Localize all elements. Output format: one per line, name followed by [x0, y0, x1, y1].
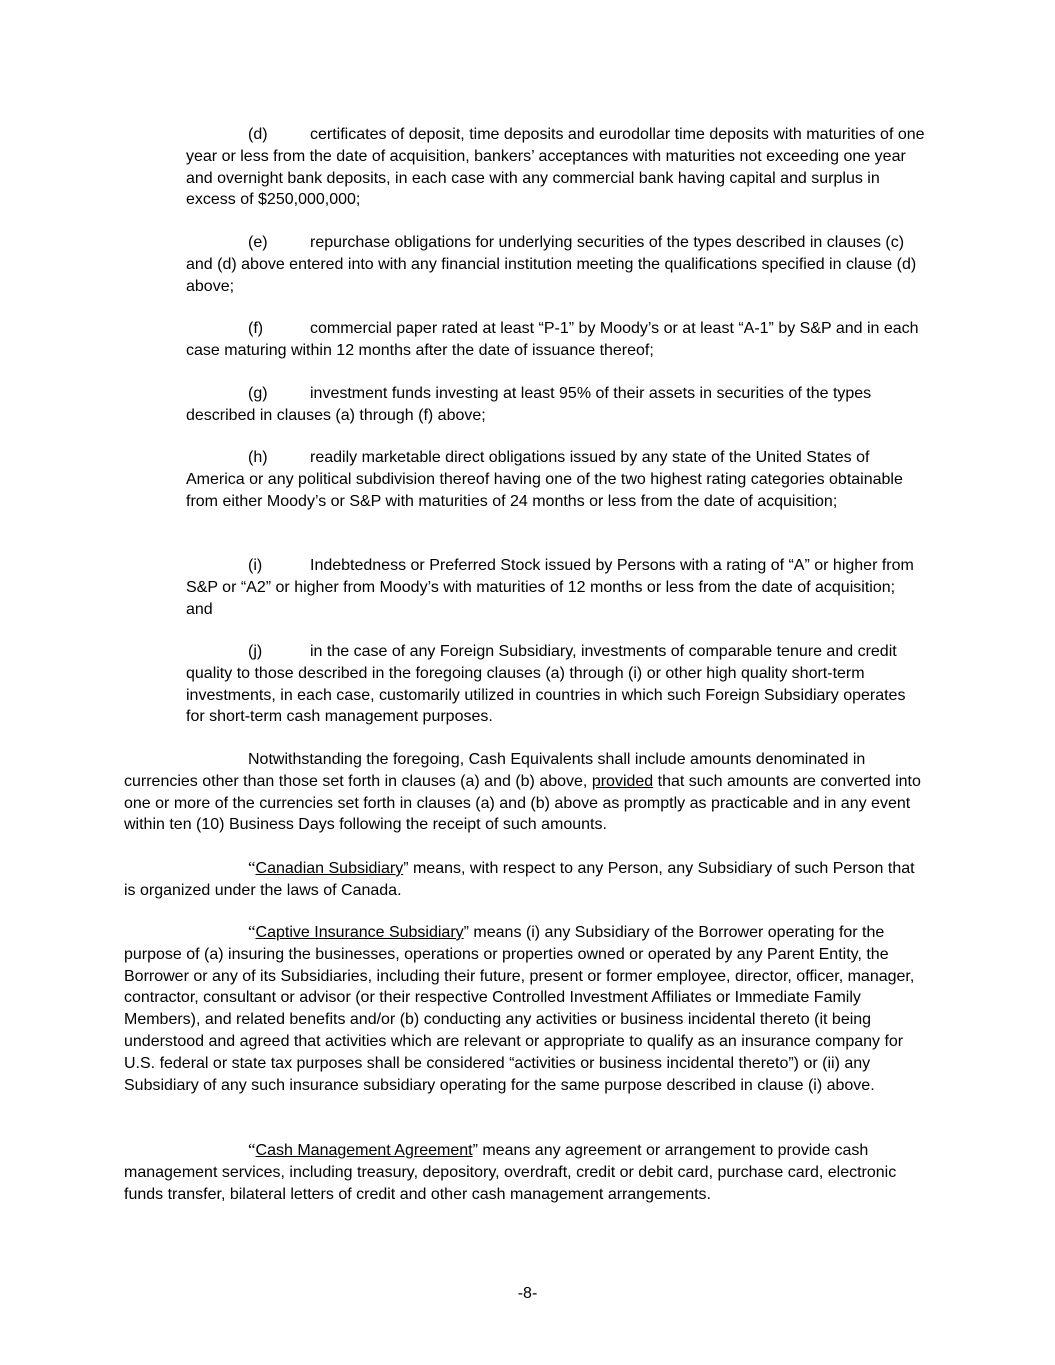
clause-text: in the case of any Foreign Subsidiary, investments of comparable tenure and credit quality to those described in the foregoing clauses (a) through (i) or other high quality short-term investments, in each case, customarily utilized in countries in which such Foreign Subsidiary operates for short-term cash management purposes. — [186, 643, 906, 726]
provided-term: provided — [591, 772, 654, 790]
open-quote: “ — [248, 858, 256, 877]
defined-term: Captive Insurance Subsidiary — [255, 924, 464, 941]
clause-g — [186, 383, 926, 427]
clause-text: Indebtedness or Preferred Stock issued by Persons with a rating of “A” or higher from S&P or “A2” or higher from Moody’s with maturities of 12 months or less from the date of acquisition; and — [186, 557, 914, 618]
notwithstanding-after: that such amounts are converted into one or more of the currencies set forth in clauses (a) and (b) above as promptly as practicable and in any event within ten (10) Business Days following the receipt of such amounts. — [124, 772, 921, 834]
clause-label: (j) — [248, 643, 263, 660]
open-quote: “ — [248, 922, 256, 941]
clause-text: commercial paper rated at least “P-1” by Moody’s or at least “A-1” by S&P and in each case maturing within 12 months after the date of issuance thereof; — [186, 320, 919, 359]
clause-i — [186, 555, 926, 620]
clause-label: (e) — [248, 234, 268, 251]
definition-canadian-subsidiary — [124, 857, 924, 902]
clause-e — [186, 232, 926, 297]
definition-text: ” means any agreement or arrangement to provide cash management services, including treasury, depository, overdraft, credit or debit card, purchase card, electronic funds transfer, bilateral letters of credit and other cash management arrangements. — [124, 1142, 897, 1203]
definition-text: ” means (i) any Subsidiary of the Borrower operating for the purpose of (a) insuring the businesses, operations or properties owned or operated by any Parent Entity, the Borrower or any of its Subsidiaries, including their future, present or former employee, director, officer, manager, contractor, consultant or advisor (or their respective Controlled Investment Affiliates or Immediate Family Members), and related benefits and/or (b) conducting any activities or business incidental thereto (it being understood and agreed that activities which are relevant or appropriate to qualify as an insurance company for U.S. federal or state tax purposes shall be considered “activities or business incidental thereto”) or (ii) any Subsidiary of any such insurance subsidiary operating for the same purpose described in clause (i) above. — [124, 924, 915, 1094]
clause-f — [186, 318, 926, 362]
defined-term: Cash Management Agreement — [255, 1142, 473, 1159]
clause-text: readily marketable direct obligations issued by any state of the United States of America or any political subdivision thereof having one of the two highest rating categories obtainable from either Moody’s or S&P with maturities of 24 months or less from the date of acquisition; — [186, 449, 903, 510]
clause-text: certificates of deposit, time deposits and eurodollar time deposits with maturities of one year or less from the date of acquisition, bankers’ acceptances with maturities not exceeding one year and overnight bank deposits, in each case with any commercial bank having capital and surplus in excess of $250,000,000; — [186, 126, 925, 209]
clause-label: (i) — [248, 557, 263, 574]
notwithstanding-paragraph — [124, 749, 924, 836]
defined-term: Canadian Subsidiary — [255, 860, 404, 877]
clause-label: (g) — [248, 385, 268, 402]
definition-cash-management-agreement — [124, 1139, 924, 1205]
open-quote: “ — [248, 1140, 256, 1159]
notwithstanding-before: Notwithstanding the foregoing, Cash Equivalents shall include amounts denominated in currencies other than those set forth in clauses (a) and (b) above, — [124, 751, 866, 790]
clause-j — [186, 641, 926, 728]
clause-label: (f) — [248, 320, 264, 337]
clause-d — [186, 124, 926, 211]
page-number: -8- — [517, 1285, 538, 1302]
clause-label: (h) — [248, 449, 268, 466]
clause-text: repurchase obligations for underlying securities of the types described in clauses (c) and (d) above entered into with any financial institution meeting the qualifications specified in clause (d) above; — [186, 234, 917, 295]
clause-text: investment funds investing at least 95% of their assets in securities of the types described in clauses (a) through (f) above; — [186, 385, 872, 424]
definition-captive-insurance-subsidiary — [124, 921, 924, 1096]
clause-label: (d) — [248, 126, 268, 143]
clause-h — [186, 447, 926, 512]
definition-text: ” means, with respect to any Person, any Subsidiary of such Person that is organized under the laws of Canada. — [124, 860, 915, 899]
